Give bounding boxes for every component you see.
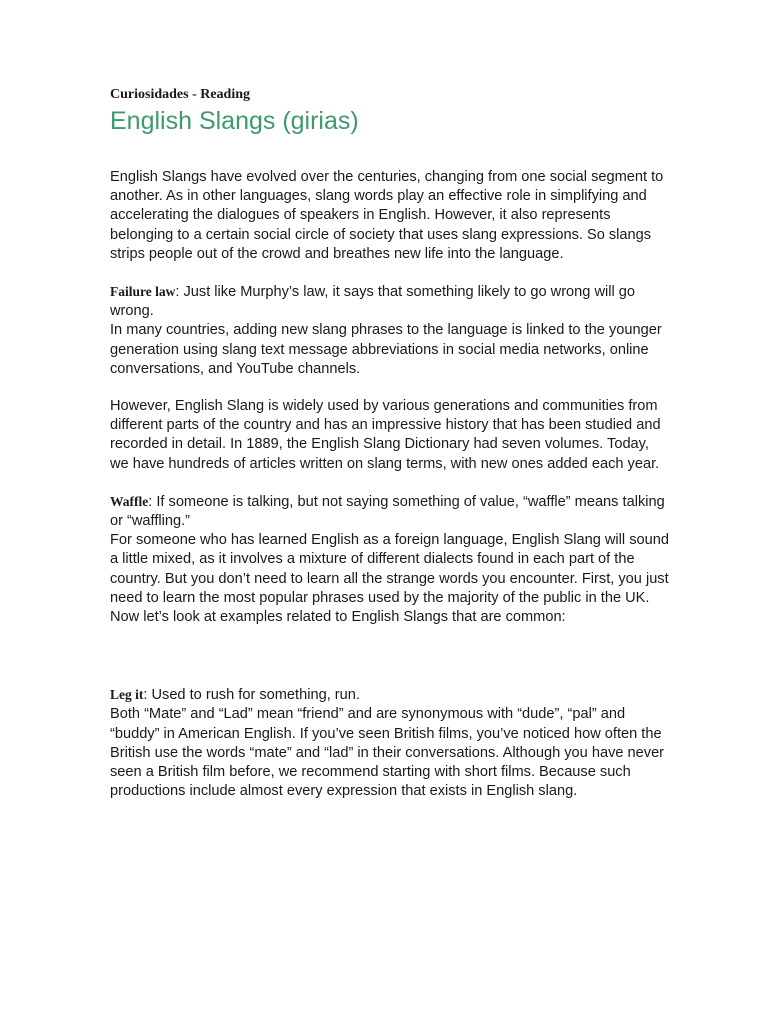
- waffle-paragraph: [110, 492, 670, 531]
- failure-law-paragraph: [110, 282, 670, 321]
- leg-it-definition: : Used to rush for something, run.: [143, 687, 360, 704]
- leg-it-paragraph: [110, 685, 670, 705]
- failure-law-definition: : Just like Murphy’s law, it says that something likely to go wrong will go wrong.: [110, 284, 636, 320]
- document-page: [110, 86, 670, 801]
- intro-paragraph: English Slangs have evolved over the centuries, changing from one social segment to another. As in other languages, slang words play an effective role in simplifying and accelerating the dialogues of speakers in English. However, it also represents belonging to a certain social circle of society that uses slang expressions. So slangs strips people out of the crowd and breathes new life into the language.: [110, 169, 664, 262]
- failure-law-term: Failure law: [110, 284, 176, 300]
- countries-paragraph: In many countries, adding new slang phrases to the language is linked to the younger generation using slang text message abbreviations in social media networks, online conversations, and YouTube channels.: [110, 322, 662, 377]
- mate-lad-paragraph: Both “Mate” and “Lad” mean “friend” and are synonymous with “dude”, “pal” and “buddy” in American English. If you’ve seen British films, you’ve noticed how often the British use the words “mate” and “lad” in their conversations. Although you have never seen a British film before, we recommend starting with short films. Because such productions include almost every expression that exists in English slang.: [110, 706, 665, 800]
- leg-it-term: Leg it: [110, 687, 144, 703]
- foreign-language-paragraph: For someone who has learned English as a foreign language, English Slang will sound a little mixed, as it involves a mixture of different dialects found in each part of the country. But you don’t need to learn all the strange words you encounter. First, you just need to learn the most popular phrases used by the majority of the public in the UK. Now let’s look at examples related to English Slangs that are common:: [110, 532, 669, 626]
- waffle-definition: : If someone is talking, but not saying something of value, “waffle” means talking or “waffling.”: [110, 493, 665, 530]
- page-title: English Slangs (girias): [110, 107, 359, 135]
- history-paragraph: However, English Slang is widely used by various generations and communities from different parts of the country and has an impressive history that has been studied and recorded in detail. In 1889, the English Slang Dictionary had seven volumes. Today, we have hundreds of articles written on slang terms, with new ones added each year.: [110, 398, 661, 472]
- waffle-term: Waffle: [110, 493, 149, 509]
- section-kicker: Curiosidades - Reading: [110, 87, 251, 102]
